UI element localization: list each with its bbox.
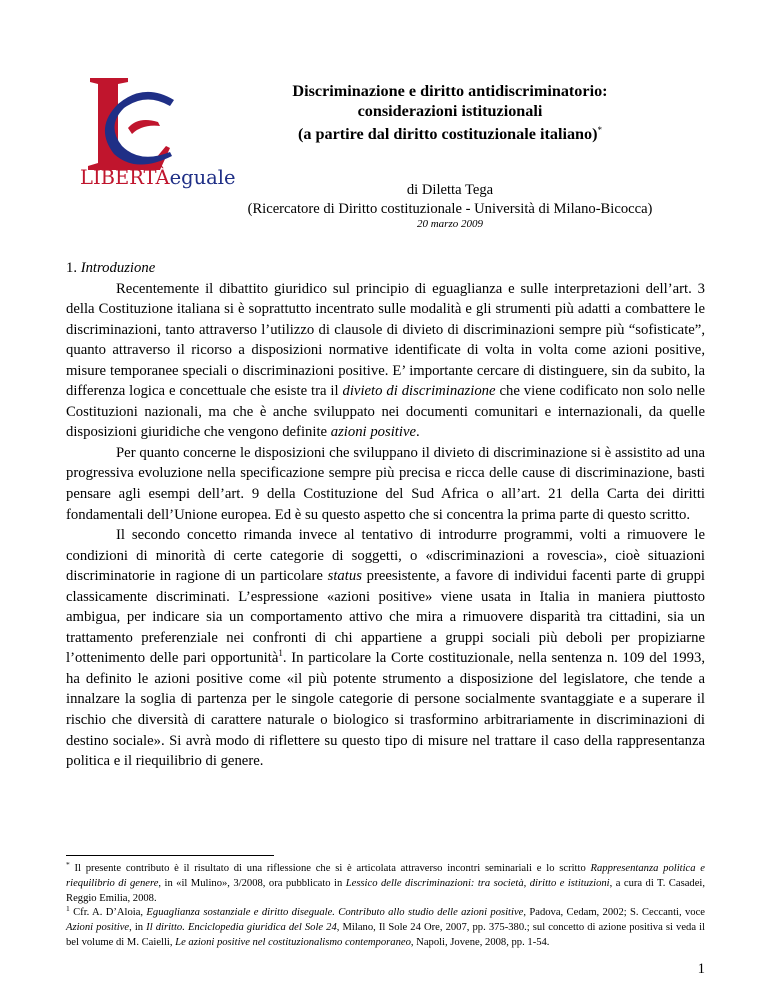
- title-footnote-marker[interactable]: *: [597, 125, 603, 135]
- footnote-ref-1[interactable]: 1: [278, 648, 283, 659]
- fn1-g: , Milano, Il Sole 24 Ore, 2007, pp. 375-380.; sul concetto di azione positiva si veda il bel volume di M. Caielli,: [66, 922, 705, 948]
- footnote-separator: [66, 855, 274, 856]
- section-heading: [66, 258, 705, 279]
- p1-emph-divieto: divieto di discriminazione: [342, 383, 496, 400]
- fn1-e: , in: [129, 922, 147, 934]
- title-line-3: [250, 121, 650, 145]
- p3-text-a: Il secondo concetto rimanda invece al tentativo di introdurre programmi, volti a rimuovere le condizioni di minorità di certe categorie di soggetti, o «discriminazioni a rovescia», cioè situazioni discriminatorie in ragione di un particolare: [66, 527, 705, 585]
- fn1-h: Le azioni positive nel costituzionalismo contemporaneo: [175, 936, 411, 948]
- fn-star-c: , in «il Mulino», 3/2008, ora pubblicato in: [158, 877, 346, 889]
- document-body: [66, 258, 705, 772]
- author-block: [180, 181, 720, 218]
- section-number: 1.: [66, 260, 81, 276]
- p1-text-e: .: [416, 424, 420, 441]
- paragraph-1: [66, 279, 705, 443]
- fn-star-d: Lessico delle discriminazioni: tra società, diritto e istituzioni: [345, 877, 610, 889]
- paragraph-2: Per quanto concerne le disposizioni che sviluppano il divieto di discriminazione si è assistito ad una progressiva evoluzione nella specificazione sempre più precisa e ricca delle cause di discriminazione, basti pensare agli esempi dell’art. 9 della Costituzione del Sud Africa o all’art. 21 della Carta dei diritti fondamentali dell’Unione europea. Ed è su questo aspetto che si concentra la prima parte di questo scritto.: [66, 444, 705, 523]
- paragraph-3: [66, 525, 705, 772]
- p1-text-a: Recentemente il dibattito giuridico sul principio di eguaglianza e sulle interpretazioni dell’art. 3 della Costituzione italiana si è soprattutto incentrato sulle modalità e gli strumenti più adatti a combattere le discriminazioni, tanto attraverso l’utilizzo di clausole di divieto di discriminazioni sempre più “sofisticate”, quanto attraverso il ricorso a disposizioni normative identificate di volta in volta come azioni positive, misure temporanee speciali o discriminazioni positive. E’ importante cercare di distinguere, sin da subito, la differenza logica e concettuale che esiste tra il: [66, 280, 705, 400]
- logo-text-main: LIBERTÀ: [80, 166, 170, 189]
- title-line-1: Discriminazione e diritto antidiscriminatorio:: [292, 82, 608, 100]
- section-title: Introduzione: [80, 260, 156, 276]
- title-line-2: considerazioni istituzionali: [357, 101, 543, 120]
- footnote-1-marker: 1: [66, 904, 70, 914]
- document-date: 20 marzo 2009: [416, 218, 483, 230]
- fn1-c: , Padova, Cedam, 2002; S. Ceccanti, voce: [523, 907, 705, 919]
- fn-star-e: , a cura di T. Casadei, Reggio Emilia, 2008.: [66, 877, 705, 904]
- author-affiliation: (Ricercatore di Diritto costituzionale - Università di Milano-Bicocca): [247, 200, 653, 217]
- footnote-star: [66, 862, 705, 906]
- page-number: 1: [697, 961, 705, 977]
- footnote-star-marker: *: [66, 860, 70, 869]
- p1-emph-azioni: azioni positive: [330, 424, 416, 441]
- logo-red-accent: [128, 120, 160, 134]
- fn-star-a: Il presente contributo è il risultato di una riflessione che si è articolata attraverso incontri seminariali e lo scritto: [69, 863, 591, 874]
- fn1-a: Cfr. A. D’Aloia,: [69, 907, 147, 919]
- fn1-i: , Napoli, Jovene, 2008, pp. 1-54.: [410, 936, 550, 948]
- p3-text-c: preesistente, a favore di individui facenti parte di gruppi classicamente discriminati. L’espressione «azioni positive» viene usata in Italia in maniera piuttosto ambigua, per indicare sia un comportamento attivo che mira a rimuovere disparità tra cittadini, sia un trattamento preferenziale nei confronti di chi appartiene a gruppi sociali più deboli per propiziarne l’ottenimento delle pari opportunità: [66, 568, 705, 667]
- logo-text-suffix: eguale: [169, 166, 236, 189]
- fn-star-b: Rappresentanza politica e riequilibrio di genere: [66, 863, 705, 889]
- fn1-d: Azioni positive: [66, 922, 130, 934]
- footnotes: [66, 862, 705, 951]
- p3-emph-status: status: [327, 568, 362, 585]
- p1-text-c: che viene codificato non solo nelle Costituzioni nazionali, ma che è anche sviluppato nei documenti comunitari e internazionali, da quelle disposizioni giuridiche che vengono definite: [66, 383, 706, 441]
- footnote-1: [66, 906, 705, 950]
- author-byline: di Diletta Tega: [406, 182, 494, 198]
- p3-text-d: . In particolare la Corte costituzionale, nella sentenza n. 109 del 1993, ha definito le azioni positive come «il più potente strumento a disposizione del legislatore, che tende a innalzare la soglia di partenza per le singole categorie di persone socialmente svantaggiate e a superare il rischio che diversità di carattere naturale o biologico si trasformino arbitrariamente in discriminazioni di destino sociale». Si avrà modo di riflettere su questo tipo di misure nel trattare il caso della rappresentanza politica e il riequilibrio di genere.: [66, 650, 705, 770]
- title-line-3-text: (a partire dal diritto costituzionale italiano): [297, 125, 598, 143]
- fn1-b: Eguaglianza sostanziale e diritto diseguale. Contributo allo studio delle azioni positive: [146, 907, 524, 919]
- document-title: [250, 82, 650, 145]
- fn1-f: Il diritto. Enciclopedia giuridica del Sole 24: [146, 922, 337, 934]
